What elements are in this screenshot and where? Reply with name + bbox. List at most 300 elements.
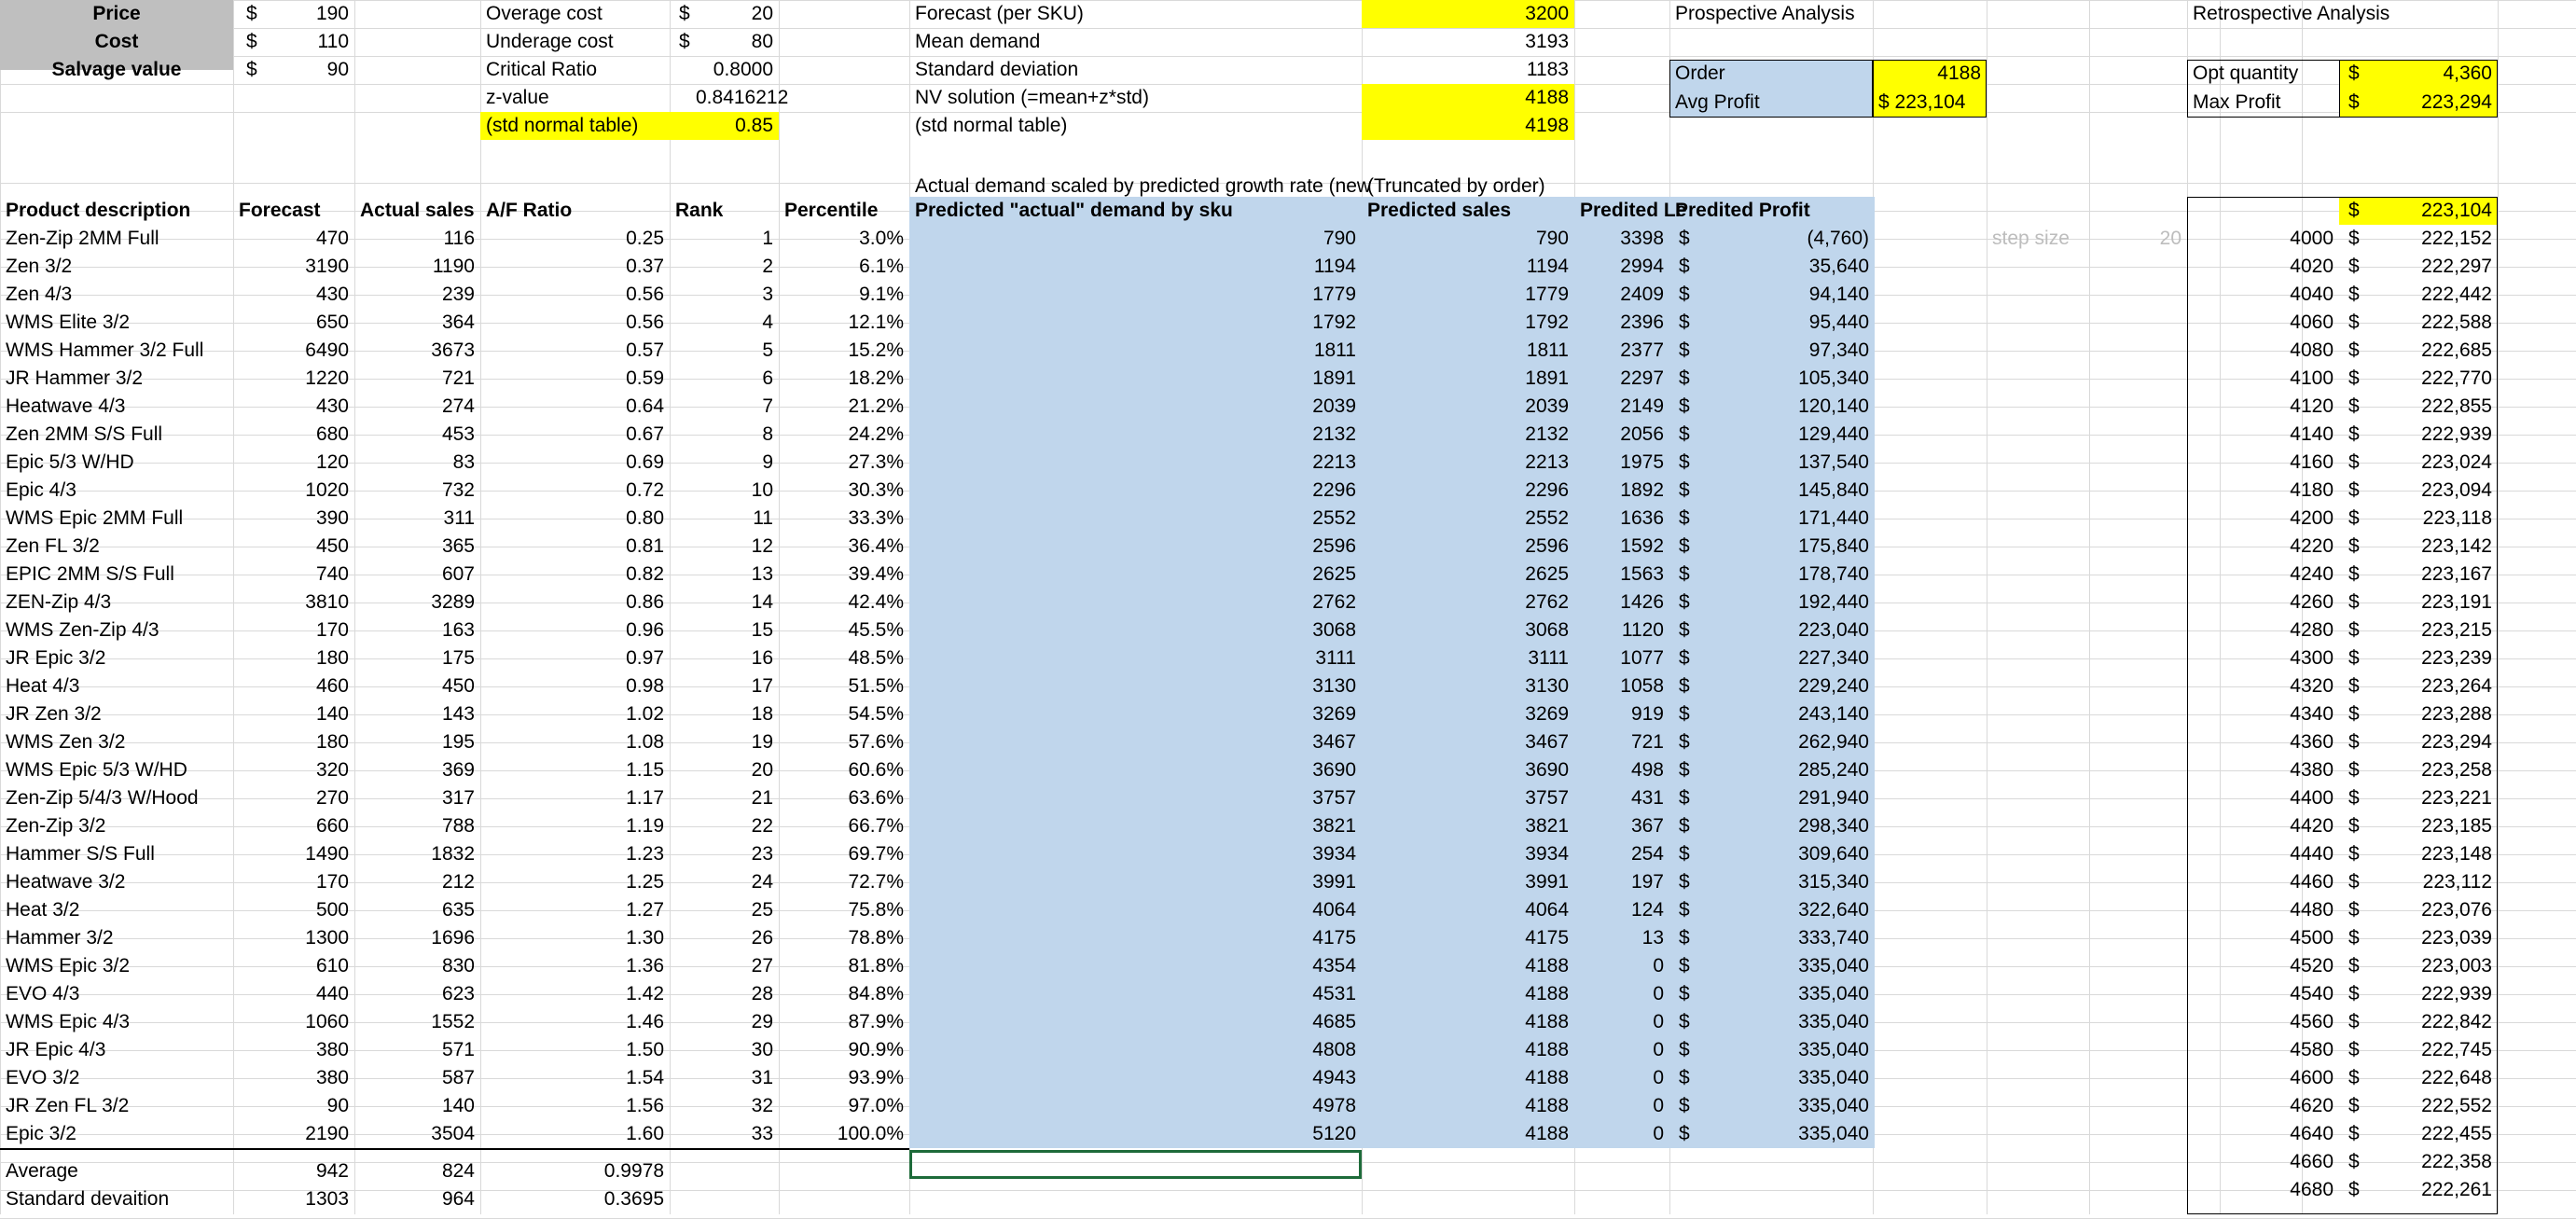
table-cell[interactable]: 69.7% (848, 843, 904, 865)
table-cell[interactable]: 1811 (1313, 339, 1356, 361)
column-header[interactable]: A/F Ratio (486, 200, 573, 221)
retro-profit[interactable]: 223,148 (2421, 843, 2492, 865)
product-name[interactable]: Zen FL 3/2 (6, 535, 100, 557)
table-cell[interactable]: 3504 (431, 1123, 475, 1144)
retro-quantity[interactable]: 4200 (2290, 507, 2334, 529)
retro-profit[interactable]: 222,297 (2421, 256, 2492, 277)
predicted-profit[interactable]: 35,640 (1808, 256, 1869, 277)
critical-ratio-value[interactable]: 0.8000 (713, 59, 773, 80)
table-cell[interactable]: 4175 (1312, 927, 1356, 949)
table-cell[interactable]: 450 (315, 535, 349, 557)
table-cell[interactable]: 3821 (1525, 815, 1569, 837)
summary-actual[interactable]: 964 (441, 1188, 475, 1210)
retro-quantity[interactable]: 4520 (2290, 955, 2334, 977)
table-cell[interactable]: 6490 (305, 339, 349, 361)
table-cell[interactable]: 45.5% (848, 619, 904, 641)
product-name[interactable]: Heat 3/2 (6, 899, 80, 921)
table-cell[interactable]: 16 (751, 647, 773, 669)
table-cell[interactable]: 6.1% (859, 256, 904, 277)
table-cell[interactable]: 18.2% (848, 367, 904, 389)
table-cell[interactable]: 1811 (1526, 339, 1569, 361)
retro-profit[interactable]: 223,167 (2421, 563, 2492, 585)
predicted-profit[interactable]: 262,940 (1798, 731, 1869, 753)
retro-quantity[interactable]: 4320 (2290, 675, 2334, 697)
column-header[interactable]: Actual sales (360, 200, 475, 221)
table-cell[interactable]: 788 (441, 815, 475, 837)
table-cell[interactable]: 1.27 (626, 899, 664, 921)
forecast-nv-value[interactable]: 4188 (1525, 87, 1569, 108)
product-name[interactable]: WMS Epic 2MM Full (6, 507, 184, 529)
retro-quantity[interactable]: 4300 (2290, 647, 2334, 669)
table-cell[interactable]: 2762 (1312, 591, 1356, 613)
table-cell[interactable]: 254 (1630, 843, 1664, 865)
table-cell[interactable]: 2396 (1620, 312, 1664, 333)
table-cell[interactable]: 790 (1535, 228, 1569, 249)
table-cell[interactable]: 1636 (1620, 507, 1664, 529)
predicted-profit[interactable]: 335,040 (1798, 983, 1869, 1004)
product-name[interactable]: Zen 4/3 (6, 284, 73, 305)
table-cell[interactable]: 124 (1630, 899, 1664, 921)
table-cell[interactable]: 0 (1653, 1067, 1664, 1088)
table-cell[interactable]: 140 (315, 703, 349, 725)
predicted-profit[interactable]: 94,140 (1808, 284, 1869, 305)
predicted-profit[interactable]: 335,040 (1798, 1067, 1869, 1088)
table-cell[interactable]: 4354 (1312, 955, 1356, 977)
table-cell[interactable]: 607 (441, 563, 475, 585)
table-cell[interactable]: 4978 (1312, 1095, 1356, 1116)
salvage-label[interactable]: Salvage value (51, 59, 182, 80)
table-cell[interactable]: 3068 (1312, 619, 1356, 641)
table-cell[interactable]: 163 (441, 619, 475, 641)
product-name[interactable]: Zen 2MM S/S Full (6, 423, 163, 445)
table-cell[interactable]: 740 (315, 563, 349, 585)
table-cell[interactable]: 2296 (1525, 479, 1569, 501)
table-cell[interactable]: 2596 (1525, 535, 1569, 557)
table-cell[interactable]: 84.8% (848, 983, 904, 1004)
table-cell[interactable]: 4175 (1525, 927, 1569, 949)
retro-quantity[interactable]: 4380 (2290, 759, 2334, 781)
table-cell[interactable]: 29 (751, 1011, 773, 1032)
table-cell[interactable]: 1552 (431, 1011, 475, 1032)
table-cell[interactable]: 4064 (1312, 899, 1356, 921)
retro-quantity[interactable]: 4360 (2290, 731, 2334, 753)
retro-quantity[interactable]: 4180 (2290, 479, 2334, 501)
table-cell[interactable]: 87.9% (848, 1011, 904, 1032)
retro-profit[interactable]: 223,239 (2421, 647, 2492, 669)
table-cell[interactable]: 24 (751, 871, 773, 893)
retro-profit[interactable]: 222,152 (2421, 228, 2492, 249)
product-name[interactable]: Hammer S/S Full (6, 843, 155, 865)
retro-profit[interactable]: 223,191 (2421, 591, 2492, 613)
product-name[interactable]: Hammer 3/2 (6, 927, 114, 949)
predicted-profit[interactable]: 335,040 (1798, 1039, 1869, 1060)
table-cell[interactable]: 1891 (1525, 367, 1569, 389)
retro-profit[interactable]: 222,588 (2421, 312, 2492, 333)
table-cell[interactable]: 4188 (1525, 1095, 1569, 1116)
retro-quantity[interactable]: 4460 (2290, 871, 2334, 893)
product-name[interactable]: Epic 5/3 W/HD (6, 451, 134, 473)
table-cell[interactable]: 1832 (431, 843, 475, 865)
table-cell[interactable]: 19 (751, 731, 773, 753)
table-cell[interactable]: 120 (315, 451, 349, 473)
table-cell[interactable]: 3130 (1312, 675, 1356, 697)
retro-profit[interactable]: 223,221 (2421, 787, 2492, 809)
product-name[interactable]: EVO 3/2 (6, 1067, 80, 1088)
predicted-profit[interactable]: 243,140 (1798, 703, 1869, 725)
predicted-profit[interactable]: 335,040 (1798, 955, 1869, 977)
critical-underage-label[interactable]: Underage cost (486, 31, 614, 52)
table-cell[interactable]: 498 (1630, 759, 1664, 781)
table-cell[interactable]: 3690 (1525, 759, 1569, 781)
salvage-value[interactable]: 90 (326, 59, 349, 80)
table-cell[interactable]: 4188 (1525, 1123, 1569, 1144)
table-cell[interactable]: 650 (315, 312, 349, 333)
table-cell[interactable]: 0.56 (626, 312, 664, 333)
table-cell[interactable]: 5120 (1312, 1123, 1356, 1144)
retro-quantity[interactable]: 4060 (2290, 312, 2334, 333)
table-cell[interactable]: 2596 (1312, 535, 1356, 557)
table-cell[interactable]: 1892 (1620, 479, 1664, 501)
predicted-profit[interactable]: 298,340 (1798, 815, 1869, 837)
table-cell[interactable]: 0.80 (626, 507, 664, 529)
product-name[interactable]: EVO 4/3 (6, 983, 80, 1004)
table-cell[interactable]: 1190 (432, 256, 475, 277)
table-cell[interactable]: 367 (1630, 815, 1664, 837)
table-cell[interactable]: 470 (315, 228, 349, 249)
table-cell[interactable]: 500 (315, 899, 349, 921)
retro-quantity[interactable]: 4280 (2290, 619, 2334, 641)
table-cell[interactable]: 4188 (1525, 983, 1569, 1004)
table-cell[interactable]: 1300 (305, 927, 349, 949)
retro-quantity[interactable]: 4680 (2290, 1179, 2334, 1200)
table-cell[interactable]: 20 (751, 759, 773, 781)
table-cell[interactable]: 0.96 (626, 619, 664, 641)
predicted-profit[interactable]: 95,440 (1808, 312, 1869, 333)
table-cell[interactable]: 8 (762, 423, 773, 445)
scaled-note[interactable]: Actual demand scaled by predicted growth rate (new (915, 175, 1372, 197)
predicted-profit[interactable]: 309,640 (1798, 843, 1869, 865)
step-size-label[interactable]: step size (1992, 228, 2070, 249)
retro-profit[interactable]: 223,039 (2421, 927, 2492, 949)
table-cell[interactable]: 1490 (305, 843, 349, 865)
table-cell[interactable]: 83 (452, 451, 475, 473)
opt-quantity-value[interactable]: 4,360 (2443, 62, 2492, 84)
summary-label[interactable]: Standard devaition (6, 1188, 170, 1210)
table-cell[interactable]: 30.3% (848, 479, 904, 501)
table-cell[interactable]: 66.7% (848, 815, 904, 837)
table-cell[interactable]: 5 (762, 339, 773, 361)
table-cell[interactable]: 36.4% (848, 535, 904, 557)
table-cell[interactable]: 790 (1323, 228, 1356, 249)
product-name[interactable]: Heat 4/3 (6, 675, 80, 697)
table-cell[interactable]: 28 (751, 983, 773, 1004)
table-cell[interactable]: 1891 (1312, 367, 1356, 389)
table-cell[interactable]: 1792 (1525, 312, 1569, 333)
product-name[interactable]: Epic 3/2 (6, 1123, 76, 1144)
table-cell[interactable]: 3673 (431, 339, 475, 361)
table-cell[interactable]: 1.46 (626, 1011, 664, 1032)
table-cell[interactable]: 2039 (1525, 395, 1569, 417)
retro-quantity[interactable]: 4420 (2290, 815, 2334, 837)
table-cell[interactable]: 54.5% (848, 703, 904, 725)
table-cell[interactable]: 0.25 (626, 228, 664, 249)
table-cell[interactable]: 830 (441, 955, 475, 977)
predicted-profit[interactable]: 178,740 (1798, 563, 1869, 585)
table-cell[interactable]: 311 (443, 507, 475, 529)
table-cell[interactable]: 2149 (1620, 395, 1664, 417)
predicted-profit[interactable]: 129,440 (1798, 423, 1869, 445)
table-cell[interactable]: 1792 (1312, 312, 1356, 333)
retro-quantity[interactable]: 4400 (2290, 787, 2334, 809)
table-cell[interactable]: 13 (1641, 927, 1664, 949)
predicted-profit[interactable]: 315,340 (1798, 871, 1869, 893)
retro-profit[interactable]: 222,939 (2421, 423, 2492, 445)
table-cell[interactable]: 51.5% (848, 675, 904, 697)
retro-quantity[interactable]: 4660 (2290, 1151, 2334, 1172)
retro-quantity[interactable]: 4640 (2290, 1123, 2334, 1144)
retro-quantity[interactable]: 4340 (2290, 703, 2334, 725)
cost-label[interactable]: Cost (94, 31, 139, 52)
retro-quantity[interactable]: 4440 (2290, 843, 2334, 865)
table-cell[interactable]: 1.56 (626, 1095, 664, 1116)
retro-quantity[interactable]: 4020 (2290, 256, 2334, 277)
table-cell[interactable]: 170 (315, 619, 349, 641)
retro-profit[interactable]: 222,855 (2421, 395, 2492, 417)
forecast-std-value[interactable]: 1183 (1526, 59, 1569, 80)
table-cell[interactable]: 39.4% (848, 563, 904, 585)
critical-overage-value[interactable]: 20 (751, 3, 773, 24)
table-cell[interactable]: 0 (1653, 1011, 1664, 1032)
retro-profit[interactable]: 223,076 (2421, 899, 2492, 921)
product-name[interactable]: JR Epic 3/2 (6, 647, 106, 669)
table-cell[interactable]: 17 (751, 675, 773, 697)
table-cell[interactable]: 364 (441, 312, 475, 333)
table-cell[interactable]: 4 (762, 312, 773, 333)
summary-label[interactable]: Average (6, 1160, 78, 1182)
retro-quantity[interactable]: 4620 (2290, 1095, 2334, 1116)
max-profit-label[interactable]: Max Profit (2193, 91, 2281, 113)
table-cell[interactable]: 919 (1630, 703, 1664, 725)
table-cell[interactable]: 180 (315, 647, 349, 669)
table-cell[interactable]: 197 (1630, 871, 1664, 893)
retro-profit[interactable]: 223,215 (2421, 619, 2492, 641)
table-cell[interactable]: 1.54 (626, 1067, 664, 1088)
table-cell[interactable]: 78.8% (848, 927, 904, 949)
retro-quantity[interactable]: 4100 (2290, 367, 2334, 389)
table-cell[interactable]: 32 (751, 1095, 773, 1116)
table-cell[interactable]: 3467 (1525, 731, 1569, 753)
retro-profit[interactable]: 223,118 (2422, 507, 2492, 529)
table-cell[interactable]: 3821 (1312, 815, 1356, 837)
table-cell[interactable]: 3934 (1312, 843, 1356, 865)
product-name[interactable]: WMS Zen 3/2 (6, 731, 126, 753)
table-cell[interactable]: 100.0% (837, 1123, 904, 1144)
table-cell[interactable]: 2994 (1620, 256, 1664, 277)
table-cell[interactable]: 274 (441, 395, 475, 417)
table-cell[interactable]: 1.50 (626, 1039, 664, 1060)
table-cell[interactable]: 33 (751, 1123, 773, 1144)
table-cell[interactable]: 1020 (305, 479, 349, 501)
table-cell[interactable]: 27.3% (848, 451, 904, 473)
table-cell[interactable]: 1563 (1620, 563, 1664, 585)
table-cell[interactable]: 0.69 (626, 451, 664, 473)
predicted-profit[interactable]: 335,040 (1798, 1095, 1869, 1116)
table-cell[interactable]: 3289 (431, 591, 475, 613)
table-cell[interactable]: 1058 (1620, 675, 1664, 697)
product-name[interactable]: JR Zen FL 3/2 (6, 1095, 130, 1116)
table-cell[interactable]: 3991 (1525, 871, 1569, 893)
table-cell[interactable]: 18 (751, 703, 773, 725)
retro-profit[interactable]: 223,142 (2421, 535, 2492, 557)
table-cell[interactable]: 1220 (305, 367, 349, 389)
predicted-profit[interactable]: 333,740 (1798, 927, 1869, 949)
table-cell[interactable]: 12.1% (848, 312, 904, 333)
table-cell[interactable]: 72.7% (848, 871, 904, 893)
table-cell[interactable]: 33.3% (848, 507, 904, 529)
product-name[interactable]: Zen 3/2 (6, 256, 73, 277)
table-cell[interactable]: 1.17 (626, 787, 664, 809)
table-cell[interactable]: 0.56 (626, 284, 664, 305)
table-cell[interactable]: 3068 (1525, 619, 1569, 641)
table-cell[interactable]: 97.0% (848, 1095, 904, 1116)
product-name[interactable]: WMS Zen-Zip 4/3 (6, 619, 159, 641)
retro-header-value[interactable]: 223,104 (2421, 200, 2492, 221)
predicted-profit[interactable]: 335,040 (1798, 1123, 1869, 1144)
retro-quantity[interactable]: 4120 (2290, 395, 2334, 417)
table-cell[interactable]: 2132 (1312, 423, 1356, 445)
table-cell[interactable]: 453 (441, 423, 475, 445)
table-cell[interactable]: 14 (751, 591, 773, 613)
forecast-per_sku-label[interactable]: Forecast (per SKU) (915, 3, 1084, 24)
table-cell[interactable]: 380 (315, 1039, 349, 1060)
table-cell[interactable]: 0 (1653, 983, 1664, 1004)
table-cell[interactable]: 13 (751, 563, 773, 585)
table-cell[interactable]: 63.6% (848, 787, 904, 809)
table-cell[interactable]: 9 (762, 451, 773, 473)
critical-z-value[interactable]: 0.8416212 (696, 87, 789, 108)
product-name[interactable]: Zen-Zip 5/4/3 W/Hood (6, 787, 199, 809)
critical-z-label[interactable]: z-value (486, 87, 549, 108)
critical-ratio-label[interactable]: Critical Ratio (486, 59, 598, 80)
truncated-note[interactable]: (Truncated by order) (1367, 175, 1545, 197)
table-cell[interactable]: 3269 (1312, 703, 1356, 725)
table-cell[interactable]: 369 (441, 759, 475, 781)
critical-table_value-value[interactable]: 0.85 (735, 115, 773, 136)
table-cell[interactable]: 15.2% (848, 339, 904, 361)
table-cell[interactable]: 15 (751, 619, 773, 641)
price-label[interactable]: Price (92, 3, 141, 24)
retro-quantity[interactable]: 4000 (2290, 228, 2334, 249)
table-cell[interactable]: 6 (762, 367, 773, 389)
table-cell[interactable]: 0.82 (626, 563, 664, 585)
table-cell[interactable]: 2297 (1620, 367, 1664, 389)
table-cell[interactable]: 93.9% (848, 1067, 904, 1088)
table-cell[interactable]: 431 (1630, 787, 1664, 809)
table-cell[interactable]: 3757 (1312, 787, 1356, 809)
table-cell[interactable]: 3111 (1315, 647, 1356, 669)
retro-profit[interactable]: 223,112 (2422, 871, 2492, 893)
table-cell[interactable]: 1120 (1621, 619, 1664, 641)
table-cell[interactable]: 81.8% (848, 955, 904, 977)
table-cell[interactable]: 0 (1653, 955, 1664, 977)
table-cell[interactable]: 24.2% (848, 423, 904, 445)
forecast-std-label[interactable]: Standard deviation (915, 59, 1079, 80)
table-cell[interactable]: 9.1% (859, 284, 904, 305)
table-cell[interactable]: 116 (443, 228, 475, 249)
predicted-profit[interactable]: 335,040 (1798, 1011, 1869, 1032)
table-cell[interactable]: 0 (1653, 1095, 1664, 1116)
table-cell[interactable]: 2132 (1525, 423, 1569, 445)
predicted-profit[interactable]: 97,340 (1808, 339, 1869, 361)
critical-table_value-label[interactable]: (std normal table) (486, 115, 639, 136)
table-cell[interactable]: 1060 (305, 1011, 349, 1032)
product-name[interactable]: Heatwave 4/3 (6, 395, 126, 417)
retro-quantity[interactable]: 4080 (2290, 339, 2334, 361)
table-cell[interactable]: 317 (441, 787, 475, 809)
critical-overage-label[interactable]: Overage cost (486, 3, 602, 24)
retro-quantity[interactable]: 4560 (2290, 1011, 2334, 1032)
predicted-profit[interactable]: 285,240 (1798, 759, 1869, 781)
max-profit-value[interactable]: 223,294 (2421, 91, 2492, 113)
retro-profit[interactable]: 222,648 (2421, 1067, 2492, 1088)
table-cell[interactable]: 2213 (1312, 451, 1356, 473)
forecast-mean-label[interactable]: Mean demand (915, 31, 1041, 52)
forecast-table_value-label[interactable]: (std normal table) (915, 115, 1068, 136)
table-cell[interactable]: 3190 (305, 256, 349, 277)
table-cell[interactable]: 635 (441, 899, 475, 921)
table-cell[interactable]: 1779 (1525, 284, 1569, 305)
table-cell[interactable]: 239 (441, 284, 475, 305)
table-cell[interactable]: 0.72 (626, 479, 664, 501)
predicted-profit[interactable]: 105,340 (1798, 367, 1869, 389)
retro-quantity[interactable]: 4600 (2290, 1067, 2334, 1088)
table-cell[interactable]: 195 (441, 731, 475, 753)
forecast-per_sku-value[interactable]: 3200 (1525, 3, 1569, 24)
table-cell[interactable]: 57.6% (848, 731, 904, 753)
table-cell[interactable]: 0.37 (626, 256, 664, 277)
table-cell[interactable]: 1.08 (626, 731, 664, 753)
table-cell[interactable]: 1.30 (626, 927, 664, 949)
table-cell[interactable]: 0.86 (626, 591, 664, 613)
table-cell[interactable]: 610 (315, 955, 349, 977)
retrospective-title[interactable]: Retrospective Analysis (2193, 3, 2390, 24)
forecast-mean-value[interactable]: 3193 (1525, 31, 1569, 52)
table-cell[interactable]: 3757 (1525, 787, 1569, 809)
retro-profit[interactable]: 222,770 (2421, 367, 2492, 389)
table-cell[interactable]: 4064 (1525, 899, 1569, 921)
table-cell[interactable]: 1696 (431, 927, 475, 949)
product-name[interactable]: JR Hammer 3/2 (6, 367, 144, 389)
table-cell[interactable]: 2377 (1620, 339, 1664, 361)
forecast-nv-label[interactable]: NV solution (=mean+z*std) (915, 87, 1149, 108)
table-cell[interactable]: 2056 (1620, 423, 1664, 445)
table-cell[interactable]: 212 (441, 871, 475, 893)
table-cell[interactable]: 623 (441, 983, 475, 1004)
table-cell[interactable]: 571 (441, 1039, 475, 1060)
table-cell[interactable]: 2213 (1525, 451, 1569, 473)
table-cell[interactable]: 2552 (1312, 507, 1356, 529)
table-cell[interactable]: 680 (315, 423, 349, 445)
retro-quantity[interactable]: 4580 (2290, 1039, 2334, 1060)
table-cell[interactable]: 21.2% (848, 395, 904, 417)
table-cell[interactable]: 2625 (1525, 563, 1569, 585)
retro-quantity[interactable]: 4220 (2290, 535, 2334, 557)
table-cell[interactable]: 140 (441, 1095, 475, 1116)
table-cell[interactable]: 10 (751, 479, 773, 501)
table-cell[interactable]: 440 (315, 983, 349, 1004)
table-cell[interactable]: 3810 (305, 591, 349, 613)
retro-quantity[interactable]: 4480 (2290, 899, 2334, 921)
